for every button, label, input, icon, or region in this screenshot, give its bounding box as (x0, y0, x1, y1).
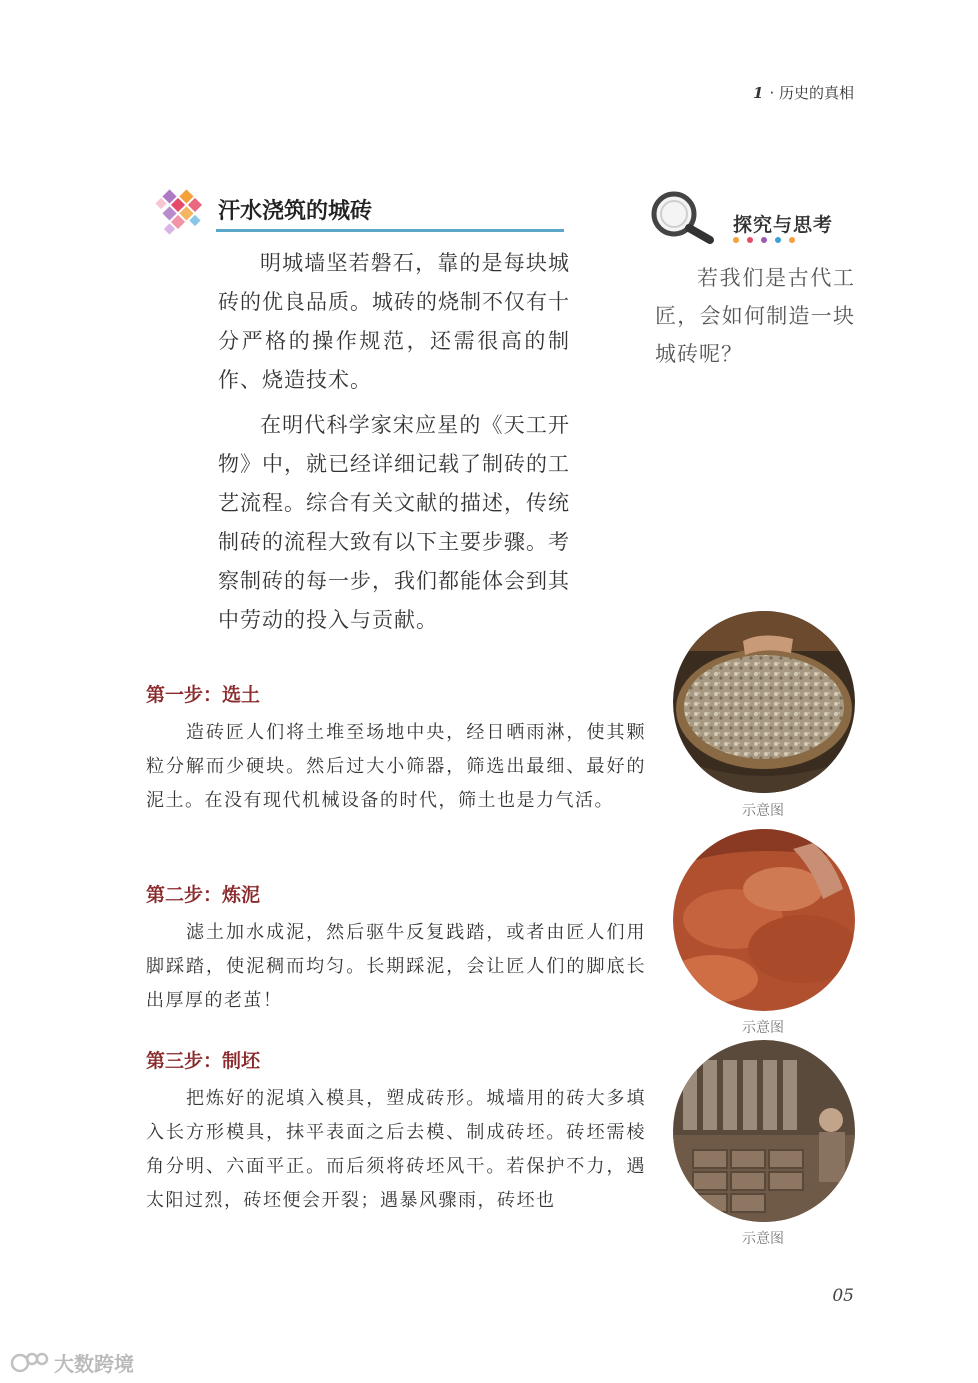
diamond-pattern-icon (150, 184, 206, 240)
watermark (10, 1348, 134, 1377)
dot-icon (733, 237, 739, 243)
photo-caption: 示意图 (742, 803, 784, 819)
dot-icon (761, 237, 767, 243)
sidebar-title: 探究与思考 (733, 214, 834, 236)
body-paragraph: 在明代科学家宋应星的《天工开物》中，就已经详细记载了制砖的工艺流程。综合有关文献的描述，传统制砖的流程大致有以下主要步骤。考察制砖的每一步，我们都能体会到其中劳动的投入与贡献。 (218, 413, 570, 632)
mud-kneading-photo (673, 829, 855, 1011)
photo-caption: 示意图 (742, 1231, 784, 1247)
section-title: 汗水浇筑的城砖 (218, 199, 373, 224)
dot-icon (775, 237, 781, 243)
watermark-logo-icon (10, 1351, 50, 1375)
dot-icon (747, 237, 753, 243)
step-text: 造砖匠人们将土堆至场地中央，经日晒雨淋，使其颗粒分解而少硬块。然后过大小筛器，筛选出最细、最好的泥土。在没有现代机械设备的时代，筛土也是力气活。 (146, 722, 646, 811)
photo-caption: 示意图 (742, 1020, 784, 1036)
running-header (753, 82, 854, 103)
step-heading: 第三步：制坯 (146, 1050, 261, 1072)
dot-icon (789, 237, 795, 243)
chapter-title: · 历史的真相 (769, 84, 854, 102)
brick-molding-photo (673, 1040, 855, 1222)
title-underline (216, 229, 564, 232)
watermark-text: 大数跨境 (54, 1352, 134, 1376)
step-heading: 第二步：炼泥 (146, 884, 261, 906)
sidebar-dots (733, 237, 795, 243)
step-heading: 第一步：选土 (146, 684, 261, 706)
chapter-number: 1 (753, 83, 764, 102)
step-text: 把炼好的泥填入模具，塑成砖形。城墙用的砖大多填入长方形模具，抹平表面之后去模、制成砖坯。砖坯需棱角分明、六面平正。而后须将砖坯风干。若保护不力，遇太阳过烈，砖坯便会开裂；遇暴风骤雨，砖坯也 (146, 1088, 646, 1211)
page-number: 05 (832, 1286, 854, 1306)
sieving-soil-photo (673, 611, 855, 793)
body-paragraph: 明城墙坚若磐石，靠的是每块城砖的优良品质。城砖的烧制不仅有十分严格的操作规范，还需很高的制作、烧造技术。 (218, 251, 570, 392)
magnifier-icon (646, 188, 720, 246)
sidebar-question: 若我们是古代工匠，会如何制造一块城砖呢？ (655, 266, 855, 366)
step-text: 滤土加水成泥，然后驱牛反复践踏，或者由匠人们用脚踩踏，使泥稠而均匀。长期踩泥，会让匠人们的脚底长出厚厚的老茧！ (146, 922, 646, 1011)
